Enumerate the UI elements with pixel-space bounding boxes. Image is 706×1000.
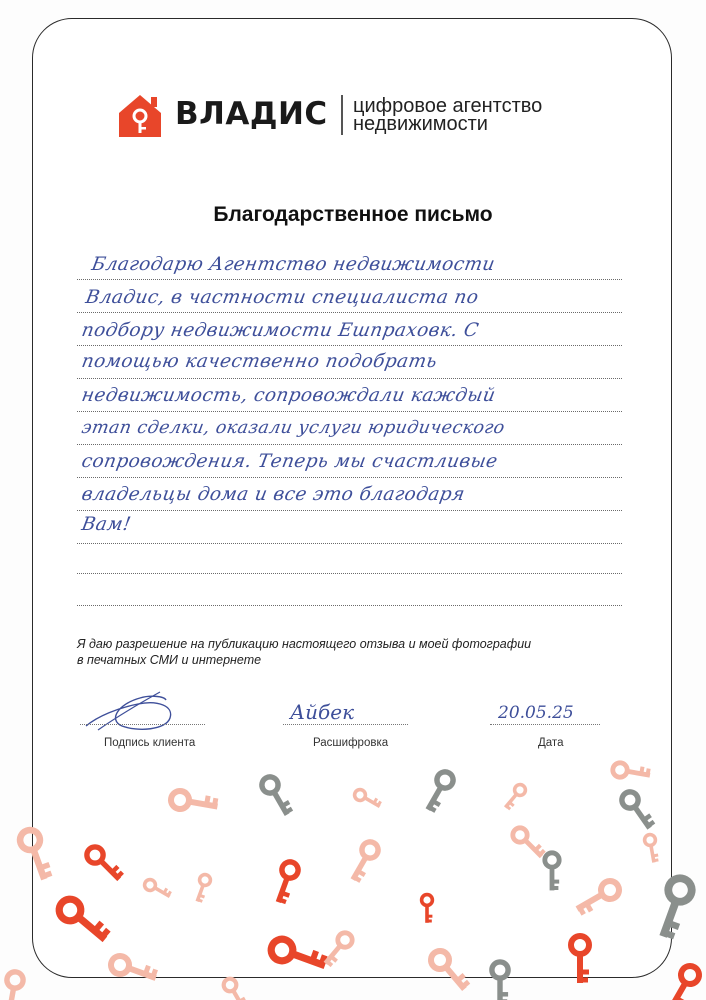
- date-label: Дата: [538, 737, 564, 749]
- tagline-line-2: недвижимости: [353, 113, 488, 135]
- letter-line: подбору недвижимости Ешпраховк. С: [80, 320, 481, 341]
- writing-line: [77, 444, 622, 445]
- decoding-value: Айбек: [290, 700, 355, 724]
- decoding-label: Расшифровка: [313, 737, 389, 749]
- brand-name: ВЛАДИС: [175, 96, 328, 132]
- letter-line: помощью качественно подобрать: [80, 351, 439, 372]
- letter-line: Владис, в частности специалиста по: [84, 287, 481, 308]
- writing-line: [77, 510, 622, 511]
- decoding-line: [283, 724, 408, 725]
- writing-line: [77, 411, 622, 412]
- writing-line: [77, 605, 622, 606]
- letter-line: владельцы дома и все это благодаря: [80, 484, 467, 505]
- writing-line: [77, 312, 622, 313]
- writing-line: [77, 543, 622, 544]
- letter-line: этап сделки, оказали услуги юридического: [80, 418, 507, 438]
- letter-line: сопровождения. Теперь мы счастливые: [80, 451, 500, 472]
- letter-line: Благодарю Агентство недвижимости: [90, 254, 497, 275]
- page-title: Благодарственное письмо: [213, 203, 493, 226]
- house-key-icon: [117, 93, 163, 139]
- writing-line: [77, 279, 622, 280]
- tagline-line-1: цифровое агентство: [353, 95, 543, 117]
- key-pattern-decoration: [0, 740, 706, 1000]
- consent-line-1: Я даю разрешение на публикацию настоящего отзыва и моей фотографии: [77, 637, 532, 651]
- client-signature-label: Подпись клиента: [104, 737, 196, 749]
- brand-tagline: [353, 97, 542, 133]
- writing-line: [77, 477, 622, 478]
- consent-line-2: в печатных СМИ и интернете: [77, 653, 262, 667]
- date-line: [490, 724, 600, 725]
- writing-line: [77, 345, 622, 346]
- consent-statement: [77, 636, 597, 668]
- letter-line: недвижимость, сопровождали каждый: [80, 385, 498, 406]
- date-value: 20.05.25: [498, 703, 574, 723]
- company-logo: [117, 93, 617, 143]
- writing-line: [77, 573, 622, 574]
- client-signature: [78, 686, 188, 740]
- logo-divider: [341, 95, 343, 135]
- letter-line: Вам!: [80, 514, 133, 535]
- client-signature-line: [80, 724, 205, 725]
- writing-line: [77, 378, 622, 379]
